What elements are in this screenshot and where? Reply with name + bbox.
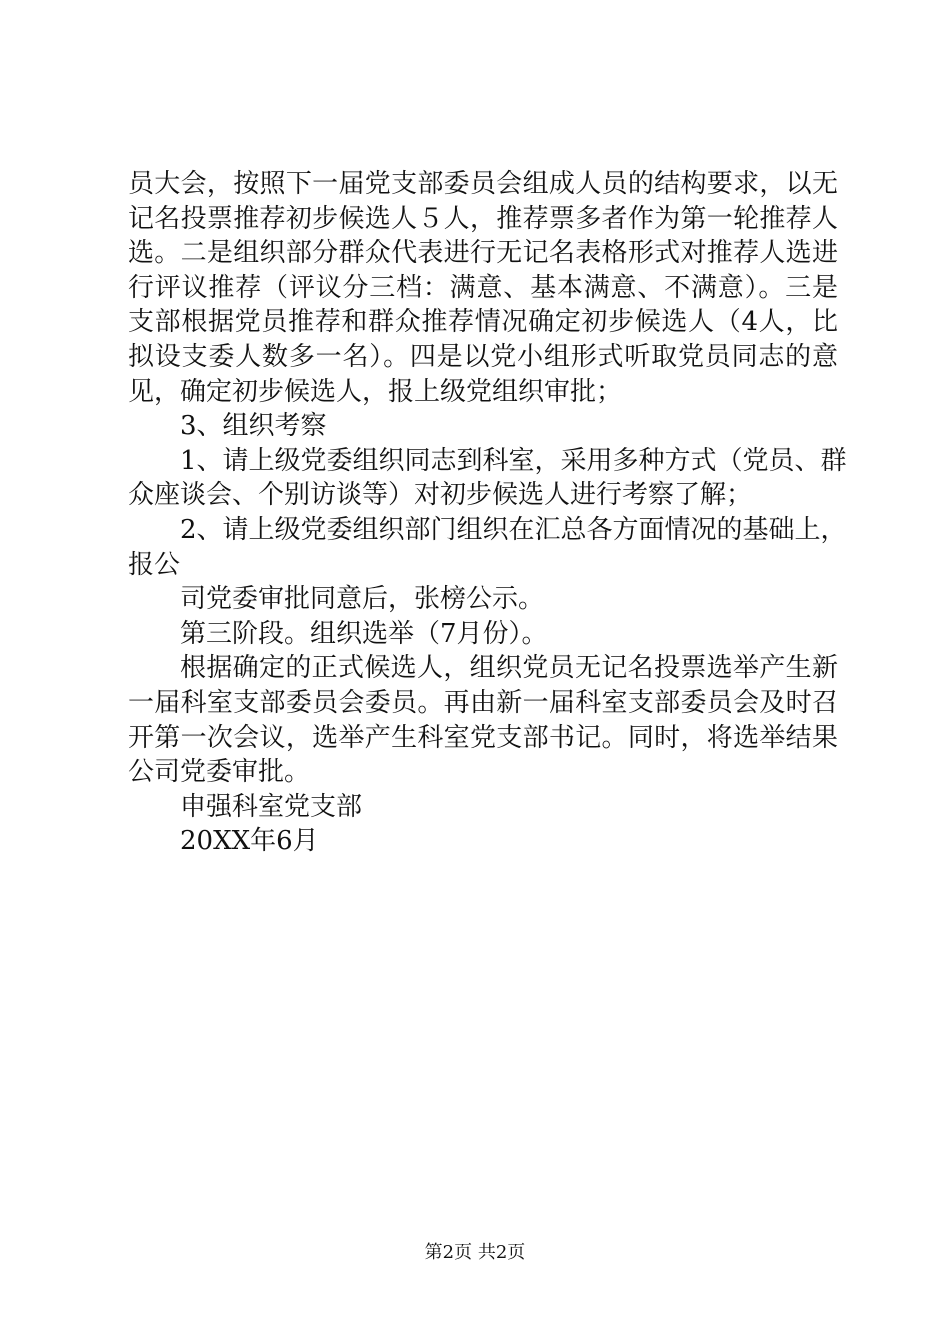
text-line: 行评议推荐（评议分三档：满意、基本满意、不满意）。三是	[128, 272, 838, 303]
text-line: 支部根据党员推荐和群众推荐情况确定初步候选人（4人，比	[128, 307, 838, 338]
signature-date: 20XX年6月	[180, 826, 319, 857]
text-line: 员大会，按照下一届党支部委员会组成人员的结构要求，以无	[128, 169, 838, 199]
text-line: 公司党委审批。	[128, 757, 311, 788]
text-line: 记名投票推荐初步候选人５人，推荐票多者作为第一轮推荐人	[128, 203, 838, 234]
text-line: 选。二是组织部分群众代表进行无记名表格形式对推荐人选进	[128, 238, 838, 269]
text-line: 一届科室支部委员会委员。再由新一届科室支部委员会及时召	[128, 687, 838, 718]
signature-org: 申强科室党支部	[180, 791, 363, 822]
text-line: 开第一次会议，选举产生科室党支部书记。同时，将选举结果	[128, 722, 838, 753]
text-line: 司党委审批同意后，张榜公示。	[180, 584, 545, 615]
document-body	[128, 167, 847, 859]
section-heading: 3、组织考察	[180, 411, 327, 442]
text-line: 拟设支委人数多一名）。四是以党小组形式听取党员同志的意	[128, 341, 838, 372]
text-line: 众座谈会、个别访谈等）对初步候选人进行考察了解；	[128, 480, 753, 511]
text-line: 见，确定初步候选人，报上级党组织审批；	[128, 376, 623, 407]
page-footer: 第2页 共2页	[424, 1242, 526, 1263]
section-heading: 第三阶段。组织选举（7月份）。	[180, 618, 548, 649]
text-line: 1、请上级党委组织同志到科室，采用多种方式（党员、群	[180, 445, 847, 476]
text-line: 报公	[128, 549, 181, 580]
text-line: 2、请上级党委组织部门组织在汇总各方面情况的基础上，	[180, 514, 847, 545]
text-line: 根据确定的正式候选人，组织党员无记名投票选举产生新	[180, 653, 838, 684]
